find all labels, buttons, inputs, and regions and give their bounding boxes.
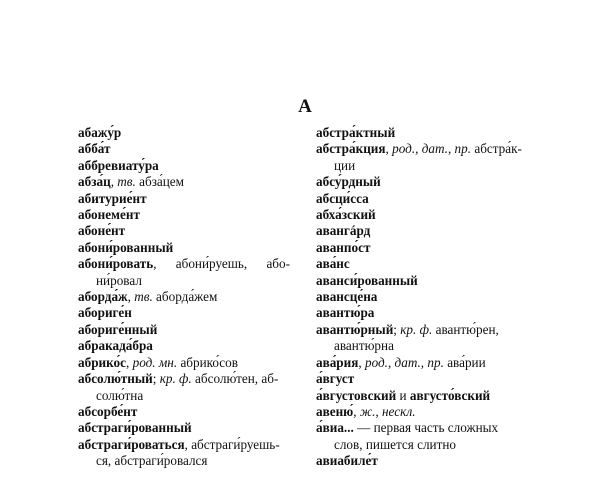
separator: , [385, 141, 393, 157]
dictionary-entry [316, 453, 528, 469]
word-form: абстра́к- [471, 141, 522, 157]
dictionary-entry [78, 158, 290, 174]
separator: , [126, 354, 133, 370]
continuation-line: слов, пишется слитно [334, 436, 457, 452]
word-form: ава́рии [443, 354, 486, 370]
separator: , [127, 289, 135, 305]
headword: абсци́сса [316, 190, 369, 206]
word-form: абони́руешь, [175, 256, 248, 272]
dictionary-entry [316, 388, 528, 404]
continuation-line: солю́тна [96, 387, 144, 403]
dictionary-entry [316, 420, 528, 453]
word-form: абза́цем [135, 174, 185, 190]
separator: ; [393, 321, 401, 337]
headword: абитурие́нт [78, 190, 147, 206]
dictionary-entry [78, 174, 290, 190]
dictionary-entry [78, 240, 290, 256]
dictionary-entry [78, 141, 290, 157]
headword: аванпо́ст [316, 239, 371, 255]
headword-variant: августо́вский [409, 387, 491, 403]
dictionary-entry [316, 174, 528, 190]
continuation-line: ни́ровал [96, 272, 142, 288]
headword: аббревиату́ра [78, 157, 159, 173]
headword: ава́нс [316, 256, 350, 272]
dictionary-entry [316, 223, 528, 239]
dictionary-entry [316, 404, 528, 420]
separator: , [110, 174, 118, 190]
headword: абстраги́роваться [78, 436, 185, 452]
grammar-label: кр. ф. [400, 321, 433, 337]
headword: авансце́на [316, 289, 378, 305]
dictionary-entry [78, 125, 290, 141]
dictionary-entry [316, 125, 528, 141]
headword: ава́рия [316, 354, 359, 370]
word-form: — первая часть сложных [353, 420, 499, 436]
dictionary-entry [78, 289, 290, 305]
grammar-label: род., дат., пр. [364, 354, 444, 370]
dictionary-entry [78, 322, 290, 338]
dictionary-entry [78, 338, 290, 354]
dictionary-entry [78, 355, 290, 371]
headword: авеню́ [316, 403, 354, 419]
dictionary-entry [316, 191, 528, 207]
dictionary-entry [316, 256, 528, 272]
headword: авантю́рный [316, 321, 394, 337]
dictionary-entry [316, 355, 528, 371]
headword: абстра́ктный [316, 125, 396, 140]
dictionary-entry [78, 256, 290, 289]
headword: абориге́нный [78, 321, 158, 337]
word-form: , [153, 256, 157, 272]
justified-line [78, 256, 290, 272]
headword: абони́ровать [78, 256, 154, 272]
word-form: , абстраги́руешь- [184, 436, 280, 452]
headword: а́вгустовский [316, 387, 397, 403]
headword: абсу́рдный [316, 174, 381, 190]
continuation-line: ции [334, 157, 356, 173]
grammar-label: тв. [117, 174, 136, 190]
dictionary-entry [316, 273, 528, 289]
dictionary-entry [316, 141, 528, 174]
dictionary-entry [78, 437, 290, 470]
continuation-line: авантю́рна [334, 338, 394, 354]
dictionary-entry [78, 191, 290, 207]
headword: абони́рованный [78, 239, 174, 255]
headword: абстра́кция [316, 141, 386, 157]
headword: абракада́бра [78, 338, 153, 354]
headword: аванси́рованный [316, 272, 418, 288]
headword: а́вгуст [316, 371, 355, 387]
headword: абоне́нт [78, 223, 126, 239]
grammar-label: тв. [134, 289, 153, 305]
headword: аборда́ж [78, 289, 128, 305]
dictionary-entry [316, 207, 528, 223]
word-form: абсолю́тен, аб- [191, 371, 279, 387]
dictionary-entry [316, 289, 528, 305]
left-column [78, 125, 290, 470]
dictionary-entry [78, 223, 290, 239]
grammar-label: род. мн. [132, 354, 178, 370]
headword: абза́ц [78, 174, 111, 190]
separator: , [353, 403, 360, 419]
separator: , [358, 354, 365, 370]
headword: абсолю́тный [78, 371, 153, 387]
word-form: авантю́рен, [432, 321, 499, 337]
grammar-label: род., дат., пр. [392, 141, 472, 157]
dictionary-entry [316, 305, 528, 321]
headword: абсорбе́нт [78, 403, 138, 419]
headword: а́виа... [316, 420, 354, 436]
grammar-label: кр. ф. [159, 371, 192, 387]
dictionary-entry [316, 240, 528, 256]
dictionary-entry [316, 371, 528, 387]
word-form: або- [266, 256, 290, 272]
word-form: аборда́жем [152, 289, 218, 305]
dictionary-entry [316, 322, 528, 355]
continuation-line: ся, абстраги́ровался [96, 453, 208, 469]
headword: абстраги́рованный [78, 420, 192, 436]
headword: абха́зский [316, 207, 376, 223]
headword: абрико́с [78, 354, 126, 370]
dictionary-entry [78, 420, 290, 436]
grammar-label: ж., нескл. [359, 403, 416, 419]
dictionary-entry [78, 404, 290, 420]
dictionary-entry [78, 305, 290, 321]
conjunction: и [396, 387, 410, 403]
right-column [316, 125, 528, 470]
headword: авиабиле́т [316, 453, 378, 469]
separator: ; [152, 371, 160, 387]
headword: абонеме́нт [78, 207, 140, 223]
dictionary-entry [78, 207, 290, 223]
dictionary-entry [78, 371, 290, 404]
word-form: абрико́сов [177, 354, 238, 370]
headword: абориге́н [78, 305, 132, 321]
headword: абажу́р [78, 125, 122, 140]
headword: абба́т [78, 141, 111, 157]
headword: авангáрд [316, 223, 371, 239]
section-letter: А [298, 96, 312, 117]
headword: авантю́ра [316, 305, 375, 321]
